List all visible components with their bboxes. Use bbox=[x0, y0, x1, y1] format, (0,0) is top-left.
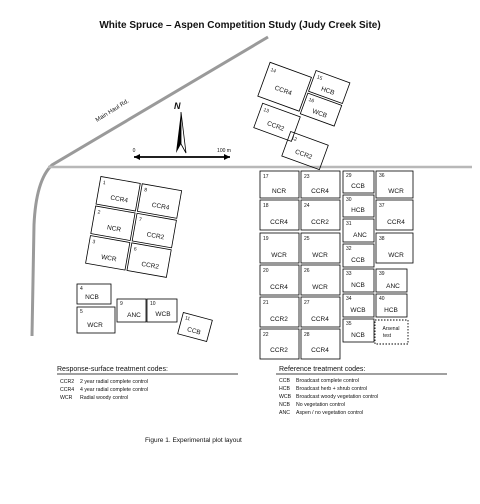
plot-number: 36 bbox=[379, 173, 385, 179]
plot-code: CCR4 bbox=[273, 84, 293, 98]
plot-5 bbox=[77, 307, 115, 333]
plot-number: 35 bbox=[346, 321, 352, 327]
plot-number: 33 bbox=[346, 271, 352, 277]
legend-response-heading: Response-surface treatment codes: bbox=[57, 366, 168, 373]
plot-number: 40 bbox=[379, 296, 385, 302]
plot-code: WCR bbox=[312, 284, 328, 291]
plot-number: 6 bbox=[133, 246, 137, 253]
plot-number: 20 bbox=[263, 268, 269, 274]
plot-code: ANC bbox=[353, 232, 367, 239]
legend-code: NCB bbox=[279, 402, 290, 408]
plot-21 bbox=[260, 297, 299, 327]
plot-18 bbox=[260, 200, 299, 230]
plot-grid-right bbox=[343, 171, 413, 344]
plot-32 bbox=[343, 244, 374, 267]
plot-37 bbox=[376, 200, 413, 230]
legend-desc: Broadcast complete control bbox=[296, 378, 359, 384]
plot-code: HCB bbox=[351, 207, 365, 214]
plot-33 bbox=[343, 269, 374, 292]
plot-number: 37 bbox=[379, 203, 385, 209]
plot-code: WCR bbox=[388, 188, 404, 195]
plot-4 bbox=[77, 284, 111, 304]
plot-number: 24 bbox=[304, 203, 310, 209]
legend-desc: Broadcast woody vegetation control bbox=[296, 394, 379, 400]
plot-8 bbox=[137, 184, 181, 219]
plot-number: 16 bbox=[307, 96, 315, 105]
plot-10 bbox=[147, 299, 177, 322]
plot-14 bbox=[258, 62, 312, 111]
arsenal-line-2: test bbox=[383, 333, 392, 339]
plot-34 bbox=[343, 294, 374, 317]
legend-code: WCR bbox=[60, 395, 73, 401]
plot-1 bbox=[96, 176, 140, 211]
plot-29 bbox=[343, 171, 374, 193]
plot-number: 23 bbox=[304, 174, 310, 180]
legend-code: HCB bbox=[279, 386, 290, 392]
plot-3 bbox=[86, 236, 130, 271]
plot-number: 28 bbox=[304, 332, 310, 338]
arsenal-test-area bbox=[375, 320, 408, 344]
plot-code: WCB bbox=[350, 307, 366, 314]
plot-code: CCR2 bbox=[293, 148, 314, 162]
plot-code: WCB bbox=[311, 107, 328, 120]
plot-number: 9 bbox=[120, 301, 123, 307]
plot-35 bbox=[343, 319, 374, 342]
plot-number: 30 bbox=[346, 197, 352, 203]
plot-19 bbox=[260, 233, 299, 263]
road-label: Main Haul Rd. bbox=[94, 98, 131, 124]
plot-30 bbox=[343, 195, 374, 217]
legend-code: CCR4 bbox=[60, 387, 75, 393]
plot-code: ANC bbox=[127, 312, 141, 319]
plot-number: 21 bbox=[263, 300, 269, 306]
plot-code: NCB bbox=[351, 282, 365, 289]
plot-code: CCR2 bbox=[140, 260, 160, 271]
plot-number: 29 bbox=[346, 173, 352, 179]
plot-code: CCB bbox=[351, 257, 365, 264]
plot-9 bbox=[117, 299, 146, 322]
plot-number: 10 bbox=[150, 301, 156, 307]
legend-desc: Aspen / no vegetation control bbox=[296, 410, 364, 416]
legend-reference-heading: Reference treatment codes: bbox=[279, 366, 366, 373]
plot-23 bbox=[301, 171, 340, 198]
legend-desc: 2 year radial complete control bbox=[80, 379, 149, 385]
plot-code: WCB bbox=[155, 311, 171, 318]
plot-12 bbox=[282, 132, 328, 170]
plot-code: CCR4 bbox=[151, 201, 170, 212]
plot-code: WCR bbox=[87, 322, 103, 329]
plot-20 bbox=[260, 265, 299, 295]
left-plot-cluster bbox=[86, 176, 182, 277]
plot-number: 8 bbox=[143, 187, 148, 194]
plot-code: WCR bbox=[388, 252, 404, 259]
legend-desc: 4 year radial complete control bbox=[80, 387, 149, 393]
plot-code: WCR bbox=[100, 253, 117, 264]
plot-code: CCR2 bbox=[311, 219, 329, 226]
scale-end-label: 100 m bbox=[217, 148, 231, 154]
plot-number: 39 bbox=[379, 271, 385, 277]
plot-number: 7 bbox=[138, 216, 143, 224]
plot-28 bbox=[301, 329, 340, 359]
plot-number: 31 bbox=[346, 221, 352, 227]
main-haul-road bbox=[32, 37, 472, 336]
legend-code: CCB bbox=[279, 378, 290, 384]
legend-reference bbox=[276, 366, 447, 416]
plot-16 bbox=[300, 93, 341, 126]
plot-7 bbox=[132, 213, 176, 248]
top-plot-cluster bbox=[241, 55, 350, 170]
plot-number: 14 bbox=[269, 67, 277, 75]
legend-desc: No vegetation control bbox=[296, 402, 346, 408]
plot-number: 17 bbox=[263, 174, 269, 180]
plot-code: CCR2 bbox=[265, 120, 285, 133]
plot-number: 19 bbox=[263, 236, 269, 242]
plot-number: 4 bbox=[80, 286, 83, 292]
plot-26 bbox=[301, 265, 340, 295]
legend-desc: Broadcast herb + shrub control bbox=[296, 386, 368, 392]
north-label: N bbox=[174, 101, 181, 111]
plot-number: 3 bbox=[91, 239, 96, 246]
plot-number: 26 bbox=[304, 268, 310, 274]
plot-code: CCR4 bbox=[311, 347, 329, 354]
arsenal-line-1: Arsenal bbox=[382, 326, 400, 332]
plot-38 bbox=[376, 233, 413, 263]
plot-number: 13 bbox=[262, 107, 270, 115]
plot-code: WCR bbox=[312, 252, 328, 259]
plot-code: CCB bbox=[351, 183, 365, 190]
plot-code: NCR bbox=[106, 224, 122, 234]
plot-17 bbox=[260, 171, 299, 198]
plot-number: 38 bbox=[379, 236, 385, 242]
plot-number: 18 bbox=[263, 203, 269, 209]
plot-code: CCR4 bbox=[387, 219, 405, 226]
plot-code: HCB bbox=[320, 85, 336, 97]
plot-code: CCB bbox=[186, 326, 202, 337]
plot-code: CCR4 bbox=[270, 219, 288, 226]
plot-code: NCB bbox=[351, 332, 365, 339]
plot-code: CCR4 bbox=[311, 188, 329, 195]
plot-6 bbox=[127, 243, 171, 278]
plot-24 bbox=[301, 200, 340, 230]
plot-code: NCR bbox=[271, 188, 287, 195]
plot-number: 11 bbox=[184, 315, 191, 323]
plot-40 bbox=[376, 294, 407, 317]
plot-11 bbox=[178, 312, 213, 341]
plot-number: 27 bbox=[304, 300, 310, 306]
plot-number: 2 bbox=[97, 209, 101, 216]
plot-number: 1 bbox=[102, 179, 107, 187]
diagram-title: White Spruce – Aspen Competition Study (Judy Creek Site) bbox=[99, 20, 381, 31]
plot-code: CCR2 bbox=[270, 316, 288, 323]
plot-2 bbox=[91, 206, 135, 241]
plot-code: HCB bbox=[384, 307, 398, 314]
plot-code: ANC bbox=[386, 283, 400, 290]
plot-code: CCR4 bbox=[311, 316, 329, 323]
plot-number: 22 bbox=[263, 332, 269, 338]
plot-25 bbox=[301, 233, 340, 263]
plot-number: 32 bbox=[346, 246, 352, 252]
plot-27 bbox=[301, 297, 340, 327]
plot-number: 34 bbox=[346, 296, 352, 302]
legend-code: WCB bbox=[279, 394, 292, 400]
plot-31 bbox=[343, 219, 374, 242]
plot-code: CCR2 bbox=[270, 347, 288, 354]
plot-39 bbox=[376, 269, 407, 292]
figure-caption: Figure 1. Experimental plot layout bbox=[145, 437, 242, 444]
plot-code: CCR2 bbox=[145, 231, 165, 242]
legend-response bbox=[57, 366, 238, 401]
plot-code: WCR bbox=[271, 252, 287, 259]
plot-code: CCR4 bbox=[270, 284, 288, 291]
plot-22 bbox=[260, 329, 299, 359]
plot-code: CCR4 bbox=[109, 194, 129, 205]
scale-start-label: 0 bbox=[132, 148, 136, 154]
plot-number: 12 bbox=[290, 135, 298, 143]
plot-number: 5 bbox=[80, 309, 83, 315]
scale-bar bbox=[134, 154, 230, 160]
plot-number: 25 bbox=[304, 236, 310, 242]
legend-code: ANC bbox=[279, 410, 290, 416]
plot-36 bbox=[376, 171, 413, 198]
legend-code: CCR2 bbox=[60, 379, 75, 385]
plot-number: 15 bbox=[315, 74, 324, 82]
north-arrow-icon bbox=[176, 112, 186, 153]
plot-code: NCB bbox=[85, 294, 99, 301]
legend-desc: Radial woody control bbox=[80, 395, 129, 401]
plot-grid-left bbox=[260, 171, 340, 359]
